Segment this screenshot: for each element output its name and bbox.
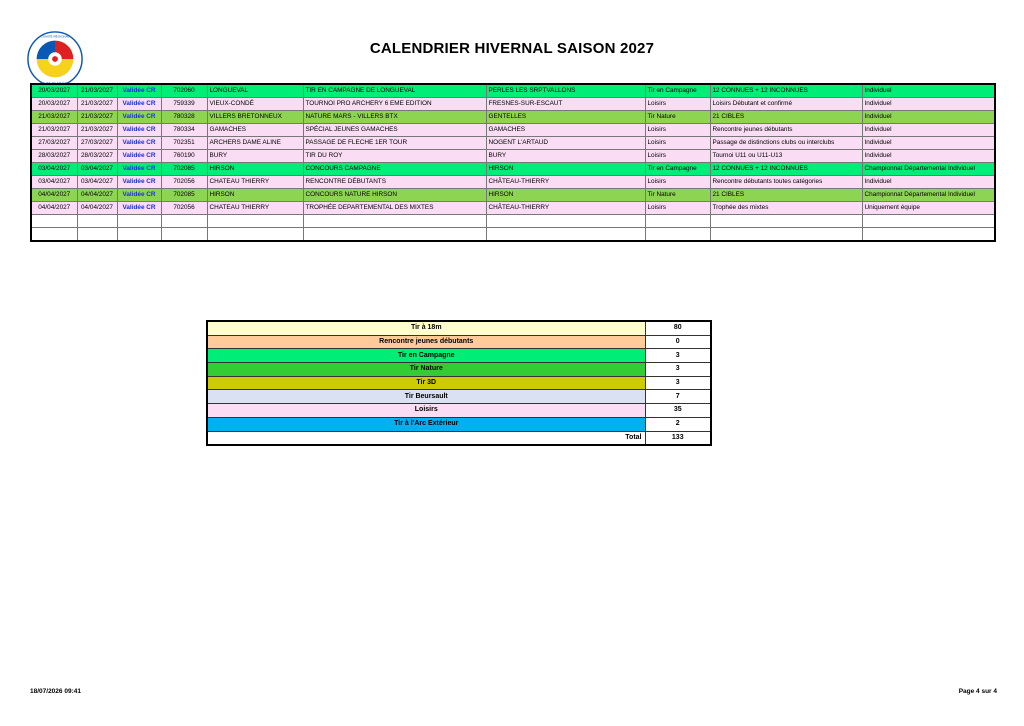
empty-cell: [77, 228, 117, 242]
event-club: HIRSON: [207, 163, 303, 176]
event-category: Individuel: [862, 111, 995, 124]
summary-row: [207, 321, 711, 335]
event-club-code: 702085: [161, 189, 207, 202]
event-status: Validée CR: [117, 98, 161, 111]
summary-label: Tir 3D: [207, 376, 645, 390]
event-name: TIR DU ROY: [303, 150, 486, 163]
event-category: Individuel: [862, 84, 995, 98]
event-start-date: 03/04/2027: [31, 163, 77, 176]
event-status: Validée CR: [117, 84, 161, 98]
event-location: HIRSON: [486, 189, 645, 202]
summary-count: 35: [645, 404, 711, 418]
summary-row: [207, 349, 711, 363]
event-status: Validée CR: [117, 150, 161, 163]
event-name: NATURE MARS - VILLERS BTX: [303, 111, 486, 124]
event-discipline: Tir en Campagne: [645, 84, 710, 98]
event-category: Individuel: [862, 124, 995, 137]
table-row: [31, 176, 995, 189]
event-status: Validée CR: [117, 111, 161, 124]
empty-cell: [710, 215, 862, 228]
empty-cell: [645, 228, 710, 242]
event-start-date: 21/03/2027: [31, 124, 77, 137]
summary-label: Tir à 18m: [207, 321, 645, 335]
summary-label: Tir Nature: [207, 363, 645, 377]
event-club: CHATEAU THIERRY: [207, 202, 303, 215]
event-club: CHATEAU THIERRY: [207, 176, 303, 189]
table-row: [31, 163, 995, 176]
event-club: ARCHERS DAME ALINE: [207, 137, 303, 150]
comite-regional-logo: [26, 30, 84, 88]
summary-row: [207, 335, 711, 349]
event-status: Validée CR: [117, 124, 161, 137]
event-name: SPÉCIAL JEUNES GAMACHES: [303, 124, 486, 137]
summary-label: Tir en Campagne: [207, 349, 645, 363]
table-row: [31, 98, 995, 111]
summary-label: Loisirs: [207, 404, 645, 418]
event-end-date: 21/03/2027: [77, 124, 117, 137]
event-location: CHÂTEAU-THIERRY: [486, 176, 645, 189]
event-club-code: 780334: [161, 124, 207, 137]
table-row: [31, 124, 995, 137]
event-location: PERLES LES SRPTVALLONS: [486, 84, 645, 98]
summary-label: Tir Beursault: [207, 390, 645, 404]
empty-cell: [161, 228, 207, 242]
event-format: 21 CIBLES: [710, 189, 862, 202]
summary-count: 2: [645, 417, 711, 431]
empty-cell: [207, 228, 303, 242]
event-discipline: Tir en Campagne: [645, 163, 710, 176]
event-end-date: 21/03/2027: [77, 98, 117, 111]
empty-cell: [117, 228, 161, 242]
event-category: Championnat Départemental Individuel: [862, 163, 995, 176]
summary-count: 3: [645, 363, 711, 377]
summary-count: 3: [645, 376, 711, 390]
summary-row: [207, 417, 711, 431]
event-format: Trophée des mixtes: [710, 202, 862, 215]
event-category: Championnat Départemental Individuel: [862, 189, 995, 202]
event-club-code: 759339: [161, 98, 207, 111]
event-category: Individuel: [862, 150, 995, 163]
empty-cell: [486, 228, 645, 242]
event-format: Passage de distinctions clubs ou interclubs: [710, 137, 862, 150]
summary-row: [207, 376, 711, 390]
event-status: Validée CR: [117, 176, 161, 189]
summary-row: [207, 390, 711, 404]
event-location: GAMACHES: [486, 124, 645, 137]
empty-cell: [77, 215, 117, 228]
event-name: TIR EN CAMPAGNE DE LONGUEVAL: [303, 84, 486, 98]
event-club-code: 780328: [161, 111, 207, 124]
event-start-date: 20/03/2027: [31, 84, 77, 98]
event-location: FRESNES-SUR-ESCAUT: [486, 98, 645, 111]
event-discipline: Loisirs: [645, 176, 710, 189]
summary-count: 80: [645, 321, 711, 335]
events-table: [30, 83, 996, 242]
event-status: Validée CR: [117, 202, 161, 215]
event-end-date: 21/03/2027: [77, 84, 117, 98]
event-start-date: 04/04/2027: [31, 189, 77, 202]
event-end-date: 28/03/2027: [77, 150, 117, 163]
event-club-code: 702085: [161, 163, 207, 176]
empty-cell: [862, 228, 995, 242]
summary-label: Rencontre jeunes débutants: [207, 335, 645, 349]
table-row: [31, 137, 995, 150]
table-row: [31, 111, 995, 124]
event-location: BURY: [486, 150, 645, 163]
page-title: CALENDRIER HIVERNAL SAISON 2027: [369, 40, 655, 57]
summary-table: [206, 320, 712, 446]
event-end-date: 27/03/2027: [77, 137, 117, 150]
empty-row: [31, 228, 995, 242]
event-category: Uniquement équipe: [862, 202, 995, 215]
event-club: VIEUX-CONDÉ: [207, 98, 303, 111]
empty-row: [31, 215, 995, 228]
empty-cell: [303, 228, 486, 242]
empty-cell: [161, 215, 207, 228]
event-end-date: 04/04/2027: [77, 189, 117, 202]
event-location: HIRSON: [486, 163, 645, 176]
event-name: CONCOURS CAMPAGNE: [303, 163, 486, 176]
empty-cell: [645, 215, 710, 228]
event-format: Rencontre débutants toutes catégories: [710, 176, 862, 189]
event-start-date: 21/03/2027: [31, 111, 77, 124]
empty-cell: [31, 215, 77, 228]
empty-cell: [303, 215, 486, 228]
table-row: [31, 202, 995, 215]
event-format: Tournoi U11 ou U11-U13: [710, 150, 862, 163]
event-discipline: Loisirs: [645, 150, 710, 163]
event-discipline: Tir Nature: [645, 111, 710, 124]
empty-cell: [31, 228, 77, 242]
summary-total-row: [207, 431, 711, 445]
event-category: Individuel: [862, 98, 995, 111]
summary-total-label: Total: [207, 431, 645, 445]
event-name: TOURNOI PRO ARCHERY 6 EME EDITION: [303, 98, 486, 111]
summary-label: Tir à l'Arc Extérieur: [207, 417, 645, 431]
empty-cell: [486, 215, 645, 228]
event-club: BURY: [207, 150, 303, 163]
table-row: [31, 150, 995, 163]
event-location: GENTELLES: [486, 111, 645, 124]
event-discipline: Loisirs: [645, 124, 710, 137]
event-end-date: 03/04/2027: [77, 176, 117, 189]
table-row: [31, 84, 995, 98]
event-start-date: 27/03/2027: [31, 137, 77, 150]
summary-row: [207, 363, 711, 377]
event-discipline: Loisirs: [645, 202, 710, 215]
event-format: 12 CONNUES + 12 INCONNUES: [710, 84, 862, 98]
event-discipline: Loisirs: [645, 137, 710, 150]
empty-cell: [207, 215, 303, 228]
event-club: VILLERS BRETONNEUX: [207, 111, 303, 124]
event-name: RENCONTRE DÉBUTANTS: [303, 176, 486, 189]
summary-count: 7: [645, 390, 711, 404]
event-end-date: 21/03/2027: [77, 111, 117, 124]
event-start-date: 04/04/2027: [31, 202, 77, 215]
event-format: Rencontre jeunes débutants: [710, 124, 862, 137]
event-format: 21 CIBLES: [710, 111, 862, 124]
event-discipline: Tir Nature: [645, 189, 710, 202]
event-location: CHÂTEAU-THIERRY: [486, 202, 645, 215]
table-row: [31, 189, 995, 202]
summary-count: 0: [645, 335, 711, 349]
summary-row: [207, 404, 711, 418]
event-end-date: 04/04/2027: [77, 202, 117, 215]
event-club-code: 702056: [161, 202, 207, 215]
event-club-code: 702056: [161, 176, 207, 189]
empty-cell: [862, 215, 995, 228]
event-club: HIRSON: [207, 189, 303, 202]
event-name: CONCOURS NATURE HIRSON: [303, 189, 486, 202]
event-format: Loisirs Débutant et confirmé: [710, 98, 862, 111]
event-name: TROPHÉE DEPARTEMENTAL DES MIXTES: [303, 202, 486, 215]
event-club: LONGUEVAL: [207, 84, 303, 98]
event-category: Individuel: [862, 137, 995, 150]
event-status: Validée CR: [117, 163, 161, 176]
summary-count: 3: [645, 349, 711, 363]
event-discipline: Loisirs: [645, 98, 710, 111]
summary-total-value: 133: [645, 431, 711, 445]
event-end-date: 03/04/2027: [77, 163, 117, 176]
event-club-code: 760190: [161, 150, 207, 163]
empty-cell: [117, 215, 161, 228]
event-start-date: 20/03/2027: [31, 98, 77, 111]
svg-text:COMITÉ RÉGIONAL: COMITÉ RÉGIONAL: [40, 34, 70, 39]
event-status: Validée CR: [117, 137, 161, 150]
event-club-code: 702351: [161, 137, 207, 150]
event-club: GAMACHES: [207, 124, 303, 137]
event-format: 12 CONNUES + 12 INCONNUES: [710, 163, 862, 176]
event-category: Individuel: [862, 176, 995, 189]
empty-cell: [710, 228, 862, 242]
print-timestamp: 18/07/2026 09:41: [30, 688, 81, 695]
page-number: Page 4 sur 4: [958, 688, 997, 695]
event-club-code: 702060: [161, 84, 207, 98]
event-start-date: 28/03/2027: [31, 150, 77, 163]
event-start-date: 03/04/2027: [31, 176, 77, 189]
event-status: Validée CR: [117, 189, 161, 202]
event-location: NOGENT L'ARTAUD: [486, 137, 645, 150]
event-name: PASSAGE DE FLECHE 1ER TOUR: [303, 137, 486, 150]
